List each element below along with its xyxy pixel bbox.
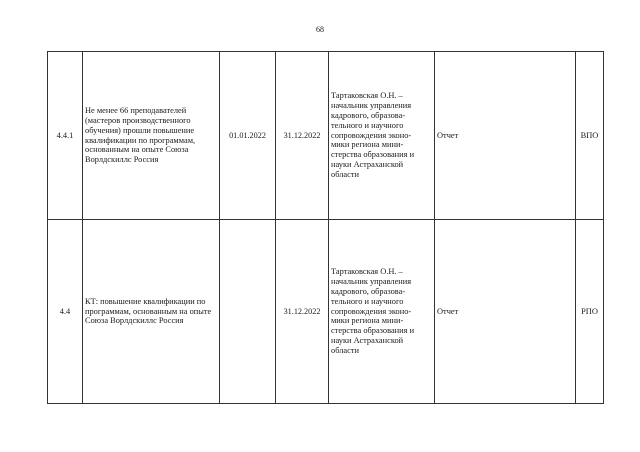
responsible-line: тельного и научного <box>331 120 404 130</box>
start-date: 01.01.2022 <box>220 52 276 220</box>
responsible-line: тельного и научного <box>331 296 404 306</box>
responsible-line: области <box>331 170 359 180</box>
level-code: РПО <box>576 220 604 404</box>
end-date: 31.12.2022 <box>276 220 329 404</box>
responsible-line: кадрового, образова- <box>331 110 406 120</box>
item-description: Не менее 66 преподавателей (мастеров производственного обучения) прошли повышение квалификации по программам, основанным на опыте Союза Ворлдскиллс Россия <box>83 52 220 220</box>
responsible-line: сопровождения эконо- <box>331 306 412 316</box>
responsible-line: мики региона мини- <box>331 316 404 326</box>
level-code: ВПО <box>576 52 604 220</box>
item-description: КТ: повышение квалификации по программам, основанным на опыте Союза Ворлдскиллс Россия <box>83 220 220 404</box>
responsible-person <box>329 220 435 404</box>
start-date <box>220 220 276 404</box>
responsible-person <box>329 52 435 220</box>
table-row <box>48 220 604 404</box>
responsible-line: сопровождения эконо- <box>331 130 412 140</box>
responsible-line: стерства образования и <box>331 150 415 160</box>
responsible-line: Тартаковская О.Н. – <box>331 90 403 100</box>
responsible-line: начальник управления <box>331 276 412 286</box>
responsible-line: области <box>331 346 359 356</box>
responsible-line: науки Астраханской <box>331 160 404 170</box>
page-number: 68 <box>316 25 324 34</box>
end-date: 31.12.2022 <box>276 52 329 220</box>
item-number: 4.4.1 <box>48 52 83 220</box>
plan-table <box>47 51 604 404</box>
table-row <box>48 52 604 220</box>
responsible-line: начальник управления <box>331 100 412 110</box>
responsible-line: Тартаковская О.Н. – <box>331 266 403 276</box>
responsible-line: науки Астраханской <box>331 336 404 346</box>
result-form: Отчет <box>435 220 576 404</box>
responsible-line: мики региона мини- <box>331 140 404 150</box>
responsible-line: кадрового, образова- <box>331 286 406 296</box>
result-form: Отчет <box>435 52 576 220</box>
responsible-line: стерства образования и <box>331 326 415 336</box>
item-number: 4.4 <box>48 220 83 404</box>
